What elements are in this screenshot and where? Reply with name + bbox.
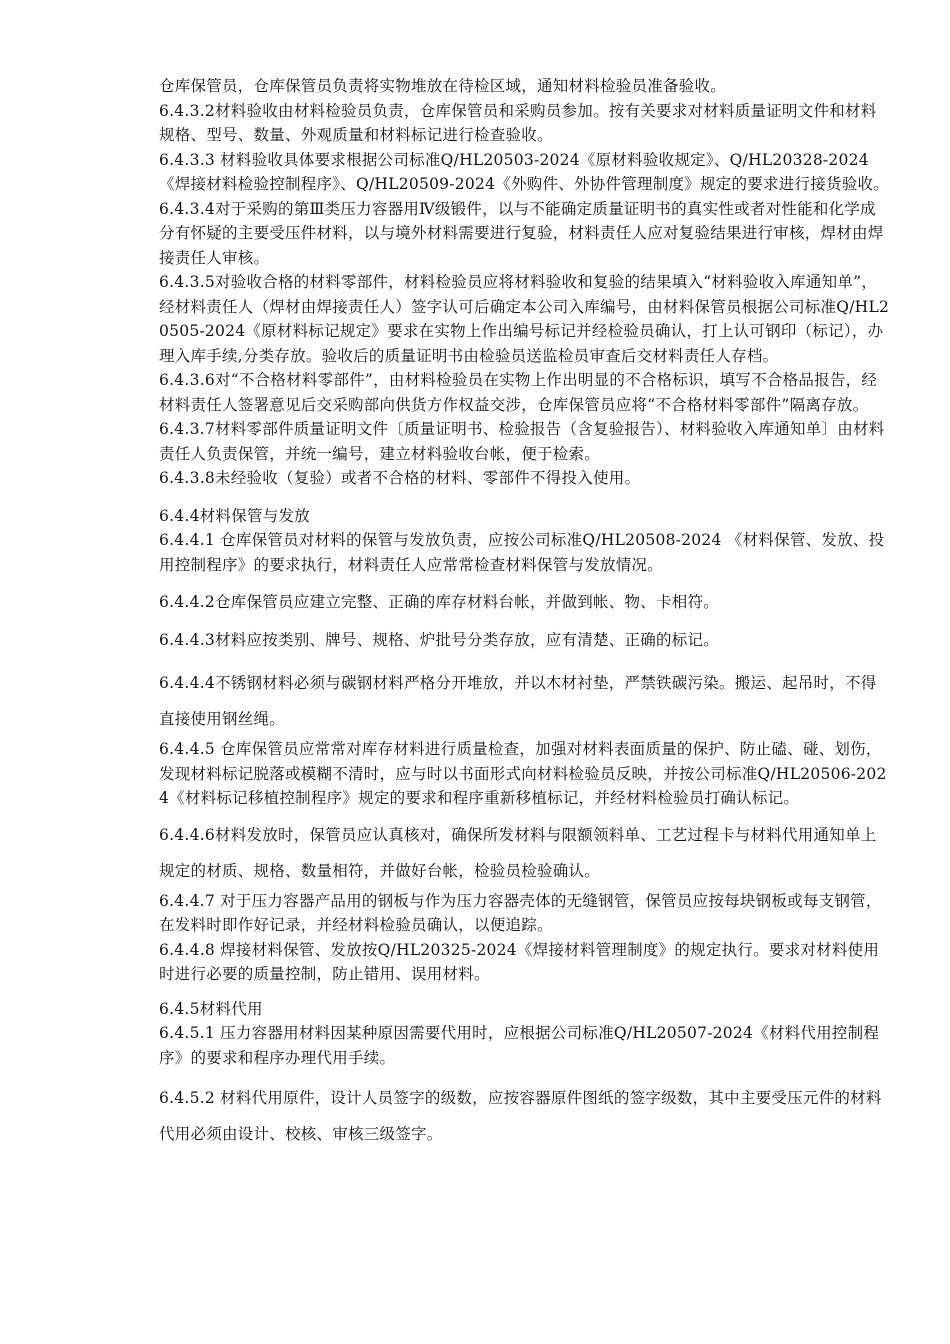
paragraph-6-4-4-4: 6.4.4.4不锈钢材料必须与碳钢材料严格分开堆放，并以木材衬垫，严禁铁碳污染。搬运、起吊时，不得直接使用钢丝绳。 [159,674,877,728]
paragraph-6-4-3-7: 6.4.3.7材料零部件质量证明文件〔质量证明书、检验报告（含复验报告）、材料验收入库通知单〕由材料责任人负责保管，并统一编号，建立材料验收台帐，便于检索。 [159,420,885,463]
paragraph-6-4-3-6: 6.4.3.6对“不合格材料零部件”，由材料检验员在实物上作出明显的不合格标识，填写不合格品报告，经材料责任人签署意见后交采购部向供货方作权益交涉，仓库保管员应将“不合格材料零部件”隔离存放。 [159,371,878,414]
paragraph-6-4-3-8: 6.4.3.8未经验收（复验）或者不合格的材料、零部件不得投入使用。 [159,469,641,487]
paragraph-6-4-5-2: 6.4.5.2 材料代用原件，设计人员签字的级数，应按容器原件图纸的签字级数，其中主要受压元件的材料代用必须由设计、校核、审核三级签字。 [159,1089,882,1143]
paragraph-6-4-3-4: 6.4.3.4对于采购的第Ⅲ类压力容器用Ⅳ级锻件，以与不能确定质量证明书的真实性或者对性能和化学成分有怀疑的主要受压件材料，以与境外材料需要进行复验，材料责任人应对复验结果进行审核，焊材由焊接责任人审核。 [159,199,884,267]
paragraph-warehouse-notice: 仓库保管员，仓库保管员负责将实物堆放在待检区域，通知材料检验员准备验收。 [159,77,727,95]
paragraph-6-4-3-3: 6.4.3.3 材料验收具体要求根据公司标准Q/HL20503-2024《原材料验收规定》、Q/HL20328-2024《焊接材料检验控制程序》、Q/HL20509-2024《外购件、外协件管理制度》规定的要求进行接货验收。 [159,150,889,193]
paragraph-6-4-4-7: 6.4.4.7 对于压力容器产品用的钢板与作为压力容器壳体的无缝钢管，保管员应按每块钢板或每支钢管，在发料时即作好记录，并经材料检验员确认，以便追踪。 [159,891,882,934]
paragraph-6-4-4-1: 6.4.4.1 仓库保管员对材料的保管与发放负责，应按公司标准Q/HL20508-2024 《材料保管、发放、投用控制程序》的要求执行，材料责任人应常常检查材料保管与发放情况。 [159,531,885,574]
paragraph-6-4-4-8: 6.4.4.8 焊接材料保管、发放按Q/HL20325-2024《焊接材料管理制度》的规定执行。要求对材料使用时进行必要的质量控制，防止错用、误用材料。 [159,940,880,983]
paragraph-6-4-3-2: 6.4.3.2材料验收由材料检验员负责，仓库保管员和采购员参加。按有关要求对材料质量证明文件和材料规格、型号、数量、外观质量和材料标记进行检查验收。 [159,101,877,144]
section-heading-6-4-4: 6.4.4材料保管与发放 [159,506,310,525]
paragraph-6-4-4-6: 6.4.4.6材料发放时，保管员应认真核对，确保所发材料与限额领料单、工艺过程卡与材料代用通知单上规定的材质、规格、数量相符，并做好台帐，检验员检验确认。 [159,825,877,880]
paragraph-6-4-4-2: 6.4.4.2仓库保管员应建立完整、正确的库存材料台帐，并做到帐、物、卡相符。 [159,593,719,611]
paragraph-6-4-5-1: 6.4.5.1 压力容器用材料因某种原因需要代用时，应根据公司标准Q/HL20507-2024《材料代用控制程序》的要求和程序办理代用手续。 [159,1024,880,1067]
paragraph-6-4-4-3: 6.4.4.3材料应按类别、牌号、规格、炉批号分类存放，应有清楚、正确的标记。 [159,630,719,649]
paragraph-6-4-3-5: 6.4.3.5对验收合格的材料零部件，材料检验员应将材料验收和复验的结果填入“材料验收入库通知单”， 经材料责任人（焊材由焊接责任人）签字认可后确定本公司入库编号，由材料保管员根据公司标准Q/HL20505-2024《原材料标记规定》要求在实物上作出编号标记并经检验员确认，打上认可钢印（标记），办理入库手续,分类存放。验收后的质量证明书由检验员送监检员审查后交材料责任人存档。 [159,273,890,365]
paragraph-6-4-4-5: 6.4.4.5 仓库保管员应常常对库存材料进行质量检查，加强对材料表面质量的保护、防止磕、碰、划伤，发现材料标记脱落或模糊不清时，应与时以书面形式向材料检验员反映，并按公司标准Q/HL20506-2024《材料标记移植控制程序》规定的要求和程序重新移植标记，并经材料检验员打确认标记。 [159,740,887,807]
section-heading-6-4-5: 6.4.5材料代用 [159,999,263,1018]
